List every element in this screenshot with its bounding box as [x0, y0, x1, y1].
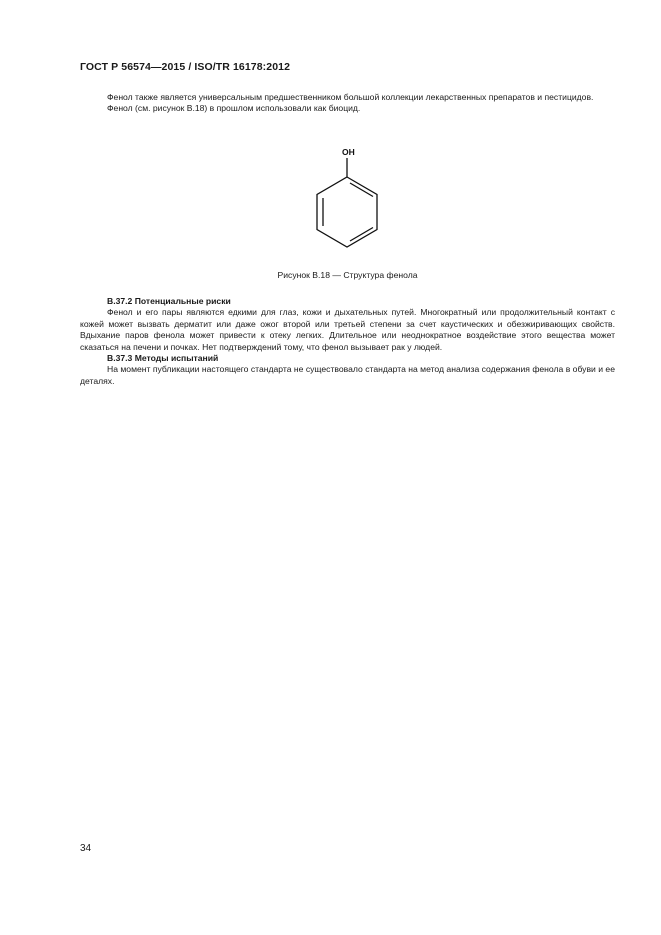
benzene-ring: [317, 177, 377, 247]
section-heading-methods: В.37.3 Методы испытаний: [107, 353, 219, 364]
hydroxyl-label: OH: [342, 147, 355, 157]
paragraph-risks: Фенол и его пары являются едкими для глаз, кожи и дыхательных путей. Многократный или продолжительный контакт с кожей может вызвать дерматит или даже ожог второй или третьей степени за счет каустических и обезжиривающих свойств. Вдыхание паров фенола может привести к отеку легких. Длительное или неоднократное воздействие этого вещества может сказаться на печени и почках. Нет подтверждений тому, что фенол вызывает рак у людей.: [80, 307, 615, 352]
paragraph-methods: На момент публикации настоящего стандарта не существовало стандарта на метод анализа содержания фенола в обуви и ее деталях.: [80, 364, 615, 386]
sections-text: [80, 296, 615, 387]
paragraph-phenol-biocide: Фенол (см. рисунок В.18) в прошлом использовали как биоцид.: [107, 103, 361, 114]
figure-caption: Рисунок В.18 — Структура фенола: [277, 270, 418, 280]
page-number: 34: [80, 843, 92, 854]
phenol-structure-figure: [312, 146, 384, 250]
phenol-structure-diagram: [312, 146, 384, 250]
section-heading-risks: В.37.2 Потенциальные риски: [107, 296, 231, 306]
page-header-standard: ГОСТ Р 56574—2015 / ISO/TR 16178:2012: [80, 61, 291, 73]
paragraph-phenol-precursor: Фенол также является универсальным предшественником большой коллекции лекарственных препаратов и пестицидов.: [107, 92, 594, 102]
intro-text: [80, 92, 615, 115]
